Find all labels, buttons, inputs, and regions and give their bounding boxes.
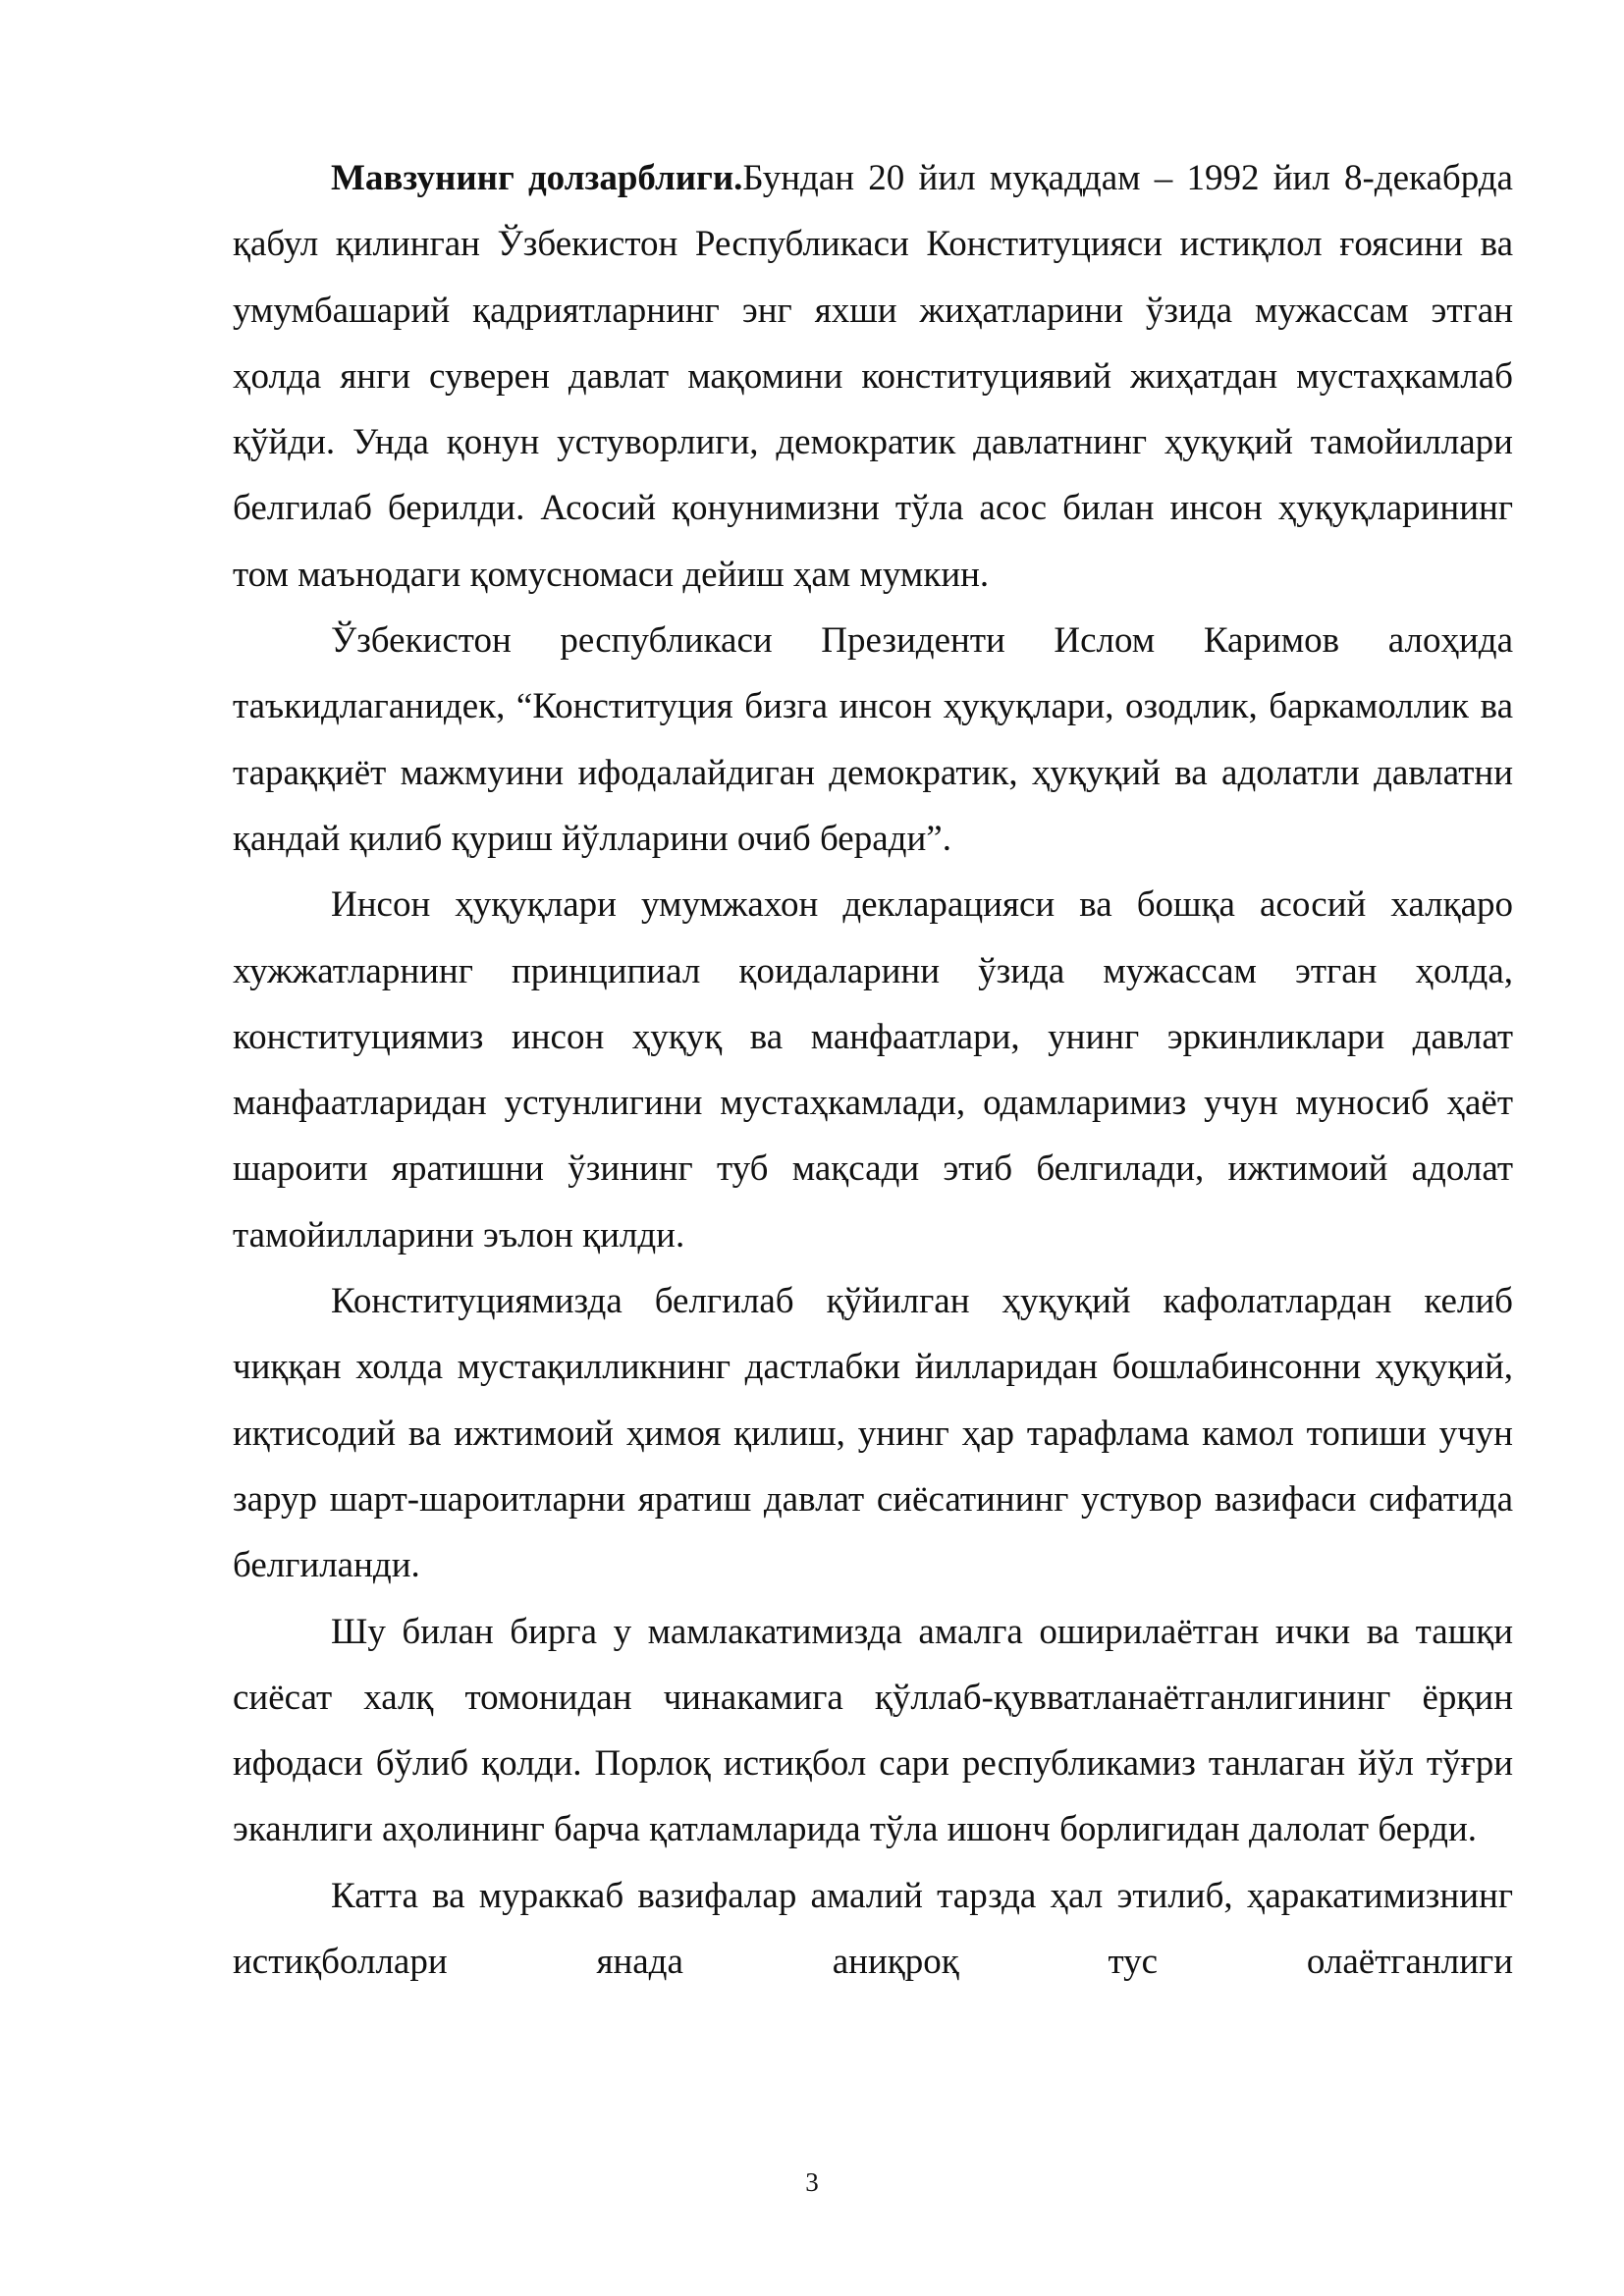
paragraph-text: Катта ва мураккаб вазифалар амалий тарзда ҳал этилиб, ҳаракатимизнинг истиқболлари янада аниқроқ тус олаётганлиги (233, 1875, 1513, 1983)
paragraph-relevance (233, 145, 1513, 608)
paragraph-text: Ўзбекистон республикаси Президенти Ислом Каримов алоҳида таъкидлаганидек, “Конституция бизга инсон ҳуқуқлари, озодлик, баркамоллик ва тараққиёт мажмуини ифодалайдиган демократик, ҳуқуқий ва адолатли давлатни қандай қилиб қуриш йўлларини очиб беради”. (233, 620, 1513, 859)
paragraph-policy-support (233, 1599, 1513, 1863)
document-body (233, 145, 1513, 1995)
paragraph-legal-guarantees (233, 1268, 1513, 1598)
paragraph-human-rights (233, 872, 1513, 1268)
paragraph-text: Шу билан бирга у мамлакатимизда амалга оширилаётган ички ва ташқи сиёсат халқ томонидан чинакамига қўллаб-қувватланаётганлигининг ёрқин ифодаси бўлиб қолди. Порлоқ истиқбол сари республикамиз танлаган йўл тўғри эканлиги аҳолининг барча қатламларида тўла ишонч борлигидан далолат берди. (233, 1611, 1513, 1850)
page-number: 3 (805, 2167, 819, 2197)
paragraph-text: Бундан 20 йил муқаддам – 1992 йил 8-декабрда қабул қилинган Ўзбекистон Республикаси Конституцияси истиқлол ғоясини ва умумбашарий қадриятларнинг энг яхши жиҳатларини ўзида мужассам этган ҳолда янги суверен давлат мақомини конституциявий жиҳатдан мустаҳкамлаб қўйди. Унда қонун устуворлиги, демократик давлатнинг ҳуқуқий тамойиллари белгилаб берилди. Асосий қонунимизни тўла асос билан инсон ҳуқуқларининг том маънодаги қомусномаси дейиш ҳам мумкин. (233, 158, 1513, 595)
paragraph-text: Конституциямизда белгилаб қўйилган ҳуқуқий кафолатлардан келиб чиққан холда мустақилликнинг дастлабки йилларидан бошлабинсонни ҳуқуқий, иқтисодий ва ижтимоий ҳимоя қилиш, унинг ҳар тарафлама камол топиши учун зарур шарт-шароитларни яратиш давлат сиёсатининг устувор вазифаси сифатида белгиланди. (233, 1281, 1513, 1586)
paragraph-president-quote (233, 608, 1513, 872)
section-heading-inline: Мавзунинг долзарблиги. (331, 158, 743, 198)
paragraph-tasks-continued (233, 1863, 1513, 1996)
paragraph-text: Инсон ҳуқуқлари умумжахон декларацияси ва бошқа асосий халқаро хужжатларнинг принципиал қоидаларини ўзида мужассам этган ҳолда, конституциямиз инсон ҳуқуқ ва манфаатлари, унинг эркинликлари давлат манфаатларидан устунлигини мустаҳкамлади, одамларимиз учун муносиб ҳаёт шароити яратишни ўзининг туб мақсади этиб белгилади, ижтимоий адолат тамойилларини эълон қилди. (233, 884, 1513, 1255)
